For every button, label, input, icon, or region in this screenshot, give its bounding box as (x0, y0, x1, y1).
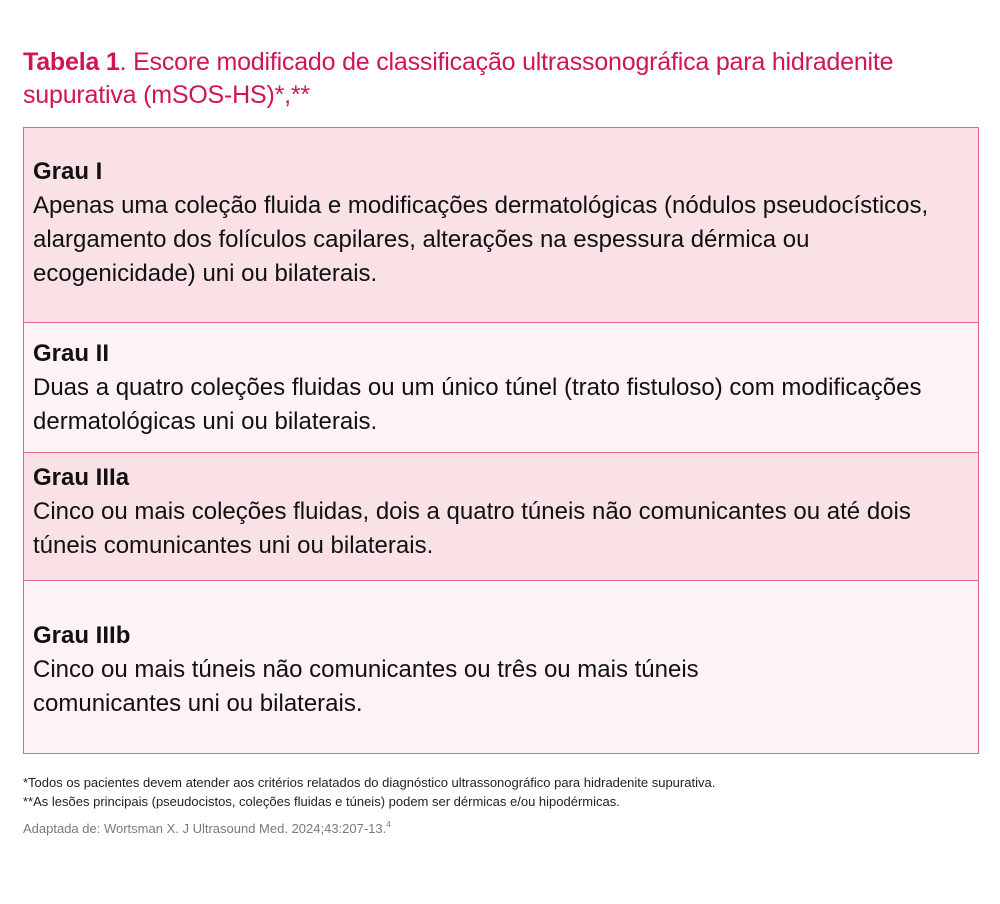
grade-label: Grau II (33, 339, 110, 367)
footnote-1: *Todos os pacientes devem atender aos critérios relatados do diagnóstico ultrassonográfico para hidradenite supurativa. (23, 775, 716, 790)
table-row-grade-1 (24, 128, 978, 322)
table-row-grade-3a (24, 452, 978, 580)
grade-description: Apenas uma coleção fluida e modificações dermatológicas (nódulos pseudocísticos, alargamento dos folículos capilares, alterações na espessura dérmica ou ecogenicidade) uni ou bilaterais. (33, 192, 929, 287)
table-row-grade-2 (24, 322, 978, 452)
source-citation (23, 821, 391, 836)
source-reference-number: 4 (386, 820, 391, 829)
table-row-grade-3b (24, 580, 978, 753)
grade-description: Cinco ou mais coleções fluidas, dois a quatro túneis não comunicantes ou até dois túneis comunicantes uni ou bilaterais. (33, 497, 911, 559)
grade-label: Grau I (33, 158, 103, 185)
grade-description: Cinco ou mais túneis não comunicantes ou três ou mais túneis comunicantes uni ou bilaterais. (33, 656, 699, 717)
table-caption-text: . Escore modificado de classificação ultrassonográfica para hidradenite supurativa (mSOS-HS)*,** (23, 48, 894, 109)
table-caption (23, 46, 983, 112)
grade-label: Grau IIIa (33, 463, 130, 491)
classification-table (23, 127, 979, 754)
grade-description: Duas a quatro coleções fluidas ou um único túnel (trato fistuloso) com modificações dermatológicas uni ou bilaterais. (33, 373, 922, 435)
footnote-2: **As lesões principais (pseudocistos, coleções fluidas e túneis) podem ser dérmicas e/ou hipodérmicas. (23, 794, 620, 809)
table-caption-label: Tabela 1 (23, 48, 120, 76)
source-text: Adaptada de: Wortsman X. J Ultrasound Med. 2024;43:207-13. (23, 821, 387, 836)
grade-label: Grau IIIb (33, 622, 131, 649)
